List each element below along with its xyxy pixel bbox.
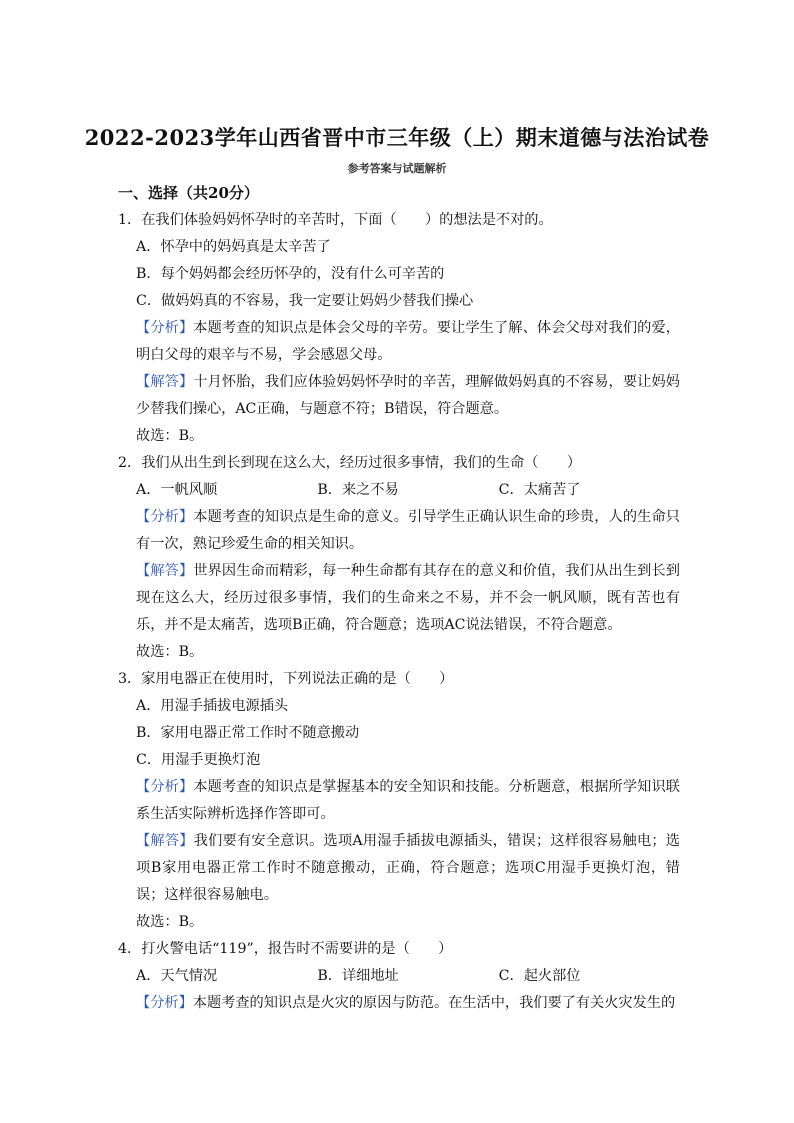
section-heading: 一、选择（共20分） (118, 184, 259, 202)
option-a: A．用湿手插拔电源插头 (136, 698, 289, 714)
solution-paragraph (118, 828, 680, 909)
analysis-tag: 【分析】 (136, 320, 194, 336)
solution-paragraph (118, 369, 680, 423)
answer-line: 故选：B。 (136, 644, 204, 660)
option-b: B．详细地址 (317, 968, 399, 984)
solution-text: 世界因生命而精彩，每一种生命都有其存在的意义和价值，我们从出生到长到现在这么大，经历过很多事情，我们的生命来之不易，并不会一帆风顺，既有苦也有乐，并不是太痛苦，选项B正确，符合题意；选项AC说法错误，不符合题意。 (136, 563, 680, 633)
option-a: A．一帆风顺 (136, 482, 218, 498)
question-stem: 3．家用电器正在使用时，下列说法正确的是（ ） (118, 671, 454, 687)
answer-line: 故选：B。 (136, 914, 204, 930)
analysis-text: 本题考查的知识点是掌握基本的安全知识和技能。分析题意，根据所学知识联系生活实际辨析选择作答即可。 (136, 779, 680, 822)
solution-tag: 【解答】 (136, 374, 194, 390)
question-stem: 1．在我们体验妈妈怀孕时的辛苦时，下面（ ）的想法是不对的。 (118, 212, 553, 228)
option-c: C．用湿手更换灯泡 (136, 752, 261, 768)
option-c: C．做妈妈真的不容易，我一定要让妈妈少替我们操心 (136, 293, 474, 309)
analysis-tag: 【分析】 (136, 779, 194, 795)
answer-line: 故选：B。 (136, 428, 204, 444)
solution-text: 十月怀胎，我们应体验妈妈怀孕时的辛苦，理解做妈妈真的不容易，要让妈妈少替我们操心，AC正确，与题意不符；B错误，符合题意。 (136, 374, 680, 417)
question-stem: 2．我们从出生到长到现在这么大，经历过很多事情，我们的生命（ ） (118, 455, 582, 471)
question-3 (118, 666, 680, 936)
analysis-text: 本题考查的知识点是生命的意义。引导学生正确认识生命的珍贵，人的生命只有一次，熟记珍爱生命的相关知识。 (136, 509, 680, 552)
question-2 (118, 450, 680, 666)
page-subtitle: 参考答案与试题解析 (347, 162, 447, 175)
solution-text: 我们要有安全意识。选项A用湿手插拔电源插头，错误；这样很容易触电；选项B家用电器正常工作时不随意搬动，正确，符合题意；选项C用湿手更换灯泡，错误；这样很容易触电。 (136, 833, 680, 903)
option-a: A．天气情况 (136, 968, 218, 984)
question-1 (118, 207, 680, 450)
option-b: B．来之不易 (317, 482, 399, 498)
analysis-text: 本题考查的知识点是体会父母的辛劳。要让学生了解、体会父母对我们的爱，明白父母的艰辛与不易，学会感恩父母。 (136, 320, 680, 363)
page-title: 2022-2023学年山西省晋中市三年级（上）期末道德与法治试卷 (84, 125, 710, 150)
analysis-paragraph (118, 990, 680, 1017)
options-row (118, 963, 680, 990)
question-stem: 4．打火警电话“119”，报告时不需要讲的是（ ） (118, 941, 453, 957)
solution-tag: 【解答】 (136, 833, 194, 849)
solution-paragraph (118, 558, 680, 639)
document-content (118, 180, 680, 1017)
options-row (118, 477, 680, 504)
analysis-tag: 【分析】 (136, 995, 193, 1011)
analysis-text: 本题考查的知识点是火灾的原因与防范。在生活中，我们要了有关火灾发生的 (192, 995, 676, 1011)
analysis-paragraph (118, 774, 680, 828)
option-b: B．家用电器正常工作时不随意搬动 (136, 725, 360, 741)
option-c: C．起火部位 (498, 968, 581, 984)
analysis-tag: 【分析】 (136, 509, 194, 525)
analysis-paragraph (118, 504, 680, 558)
option-a: A．怀孕中的妈妈真是太辛苦了 (136, 239, 331, 255)
question-4 (118, 936, 680, 1017)
analysis-paragraph (118, 315, 680, 369)
solution-tag: 【解答】 (136, 563, 194, 579)
option-c: C．太痛苦了 (498, 482, 581, 498)
option-b: B．每个妈妈都会经历怀孕的，没有什么可辛苦的 (136, 266, 445, 282)
